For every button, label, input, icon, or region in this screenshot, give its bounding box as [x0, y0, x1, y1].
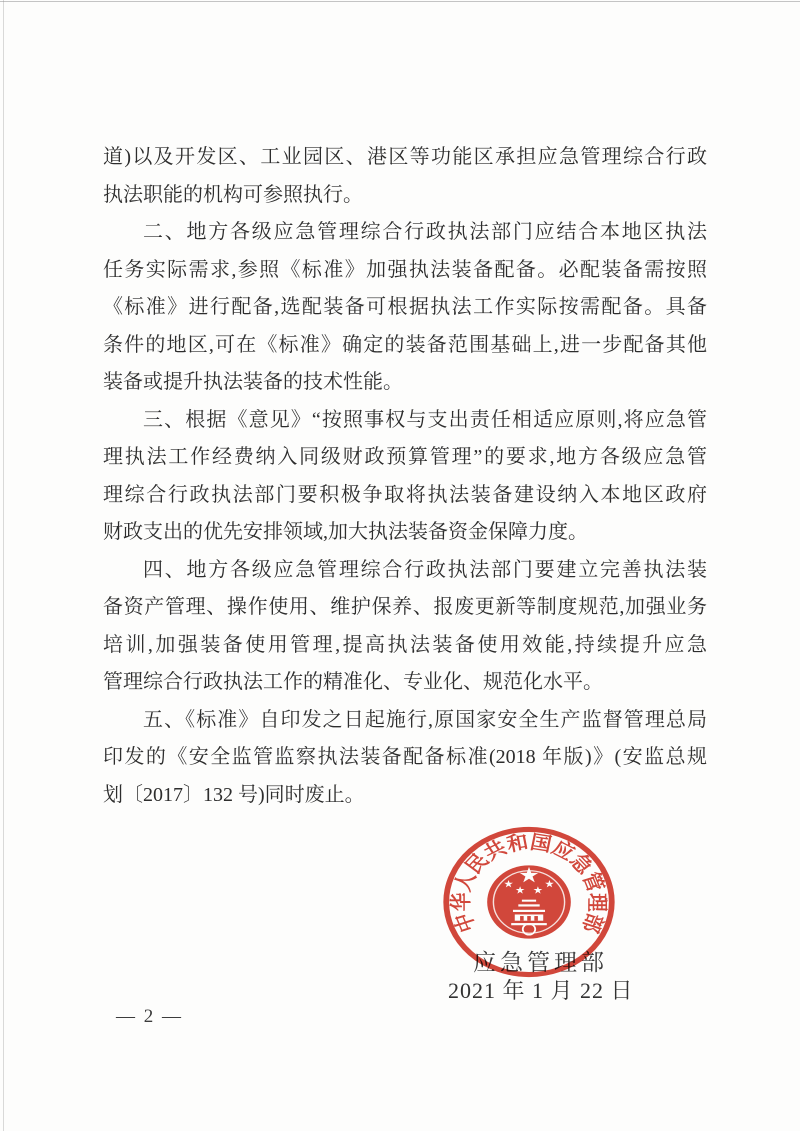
document-line: 条件的地区,可在《标准》确定的装备范围基础上,进一步配备其他: [103, 333, 707, 356]
seal-ring-text: 中华人民共和国应急管理部: [448, 830, 610, 937]
document-line: 备资产管理、操作使用、维护保养、报废更新等制度规范,加强业务: [103, 596, 707, 618]
document-line: 培训,加强装备使用管理,提高执法装备使用效能,持续提升应急: [103, 633, 707, 656]
emblem-gate-openings: [520, 916, 538, 921]
document-line: 道)以及开发区、工业园区、港区等功能区承担应急管理综合行政: [103, 146, 707, 168]
document-line: 划〔2017〕132 号)同时废止。: [103, 783, 365, 806]
signature: 应急管理部: [473, 950, 608, 975]
document-line: 理综合行政执法部门要积极争取将执法装备建设纳入本地区政府: [103, 483, 707, 506]
document-line: 任务实际需求,参照《标准》加强执法装备配备。必配装备需按照: [103, 258, 707, 281]
date: 2021 年 1 月 22 日: [448, 978, 634, 1003]
document-body: [103, 139, 707, 814]
scan-edge-left: [3, 0, 4, 1131]
document-line: 执法职能的机构可参照执行。: [103, 183, 363, 206]
document-line: 三、根据《意见》“按照事权与支出责任相适应原则,将应急管: [143, 408, 707, 431]
document-line: 印发的《安全监管监察执法装备配备标准(2018 年版)》(安监总规: [103, 746, 707, 768]
document-line: 《标准》进行配备,选配装备可根据执法工作实际按需配备。具备: [103, 296, 707, 318]
document-line: 五、《标准》自印发之日起施行,原国家安全生产监督管理总局: [143, 708, 707, 731]
national-emblem-icon: [487, 865, 571, 938]
page-number: — 2 —: [116, 1006, 183, 1027]
document-line: 理执法工作经费纳入同级财政预算管理”的要求,地方各级应急管: [103, 446, 707, 468]
official-seal: [440, 824, 618, 980]
document-line: 财政支出的优先安排领域,加大执法装备资金保障力度。: [103, 521, 588, 543]
scan-edge-top: [0, 1, 800, 2]
document-line: 管理综合行政执法工作的精准化、专业化、规范化水平。: [103, 671, 603, 693]
document-line: 二、地方各级应急管理综合行政执法部门应结合本地区执法: [143, 221, 707, 243]
document-line: 四、地方各级应急管理综合行政执法部门要建立完善执法装: [143, 558, 707, 581]
seal-graphic: [440, 824, 618, 980]
document-line: 装备或提升执法装备的技术性能。: [103, 371, 403, 393]
